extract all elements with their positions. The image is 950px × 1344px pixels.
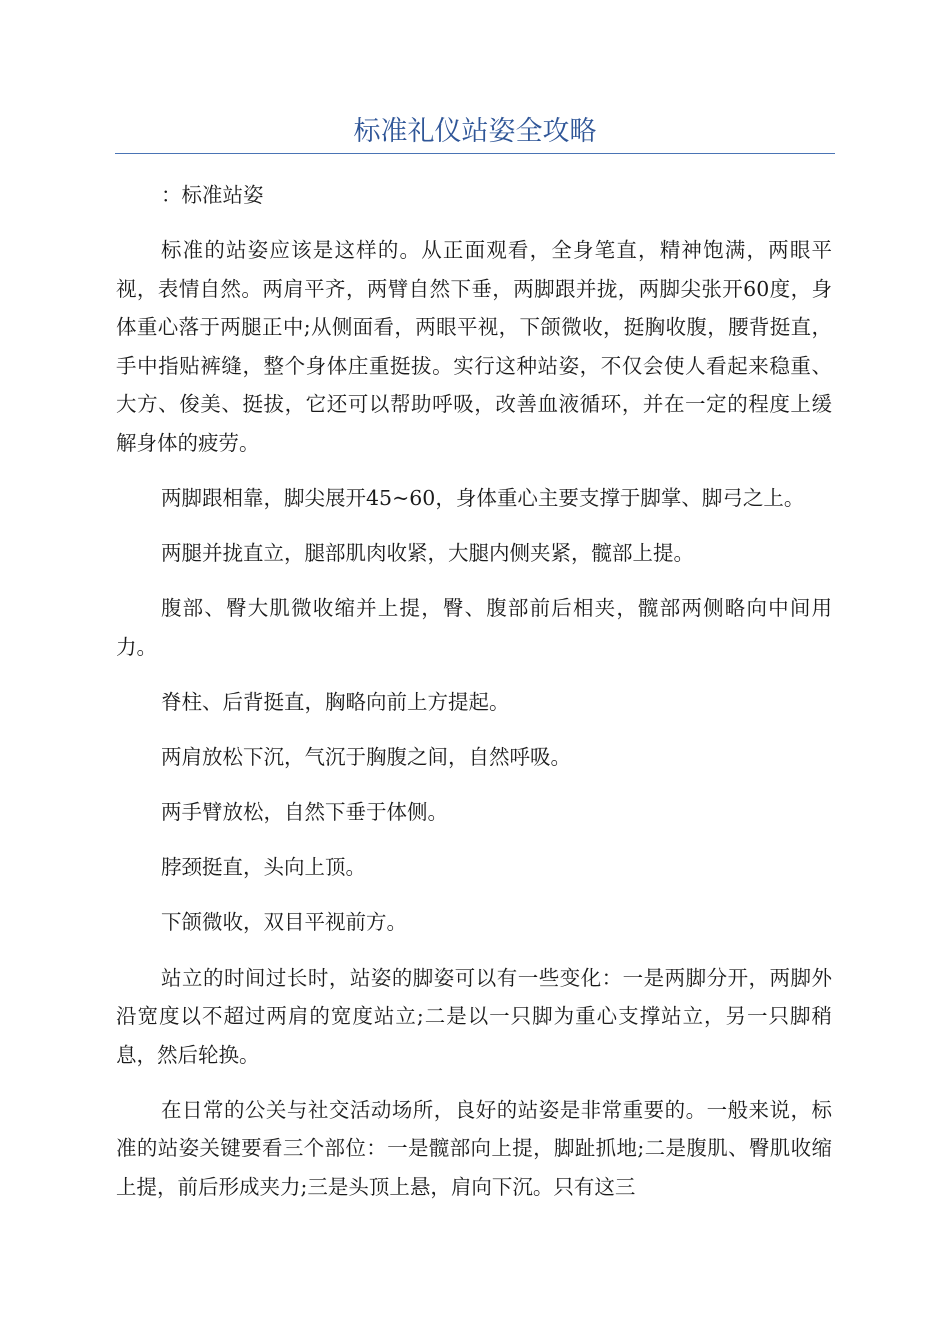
- paragraph: 两脚跟相靠，脚尖展开45~60，身体重心主要支撑于脚掌、脚弓之上。: [161, 486, 805, 511]
- paragraph-heading: ：标准站姿: [161, 183, 264, 207]
- paragraph: 两肩放松下沉，气沉于胸腹之间，自然呼吸。: [161, 745, 571, 770]
- paragraph: 标准的站姿应该是这样的。从正面观看，全身笔直，精神饱满，两眼平视，表情自然。两肩平齐，两臂自然下垂，两脚跟并拢，两脚尖张开60度，身体重心落于两腿正中;从侧面看，两眼平视，下颌微收，挺胸收腹，腰背挺直，手中指贴裤缝，整个身体庄重挺拔。实行这种站姿，不仅会使人看起来稳重、大方、俊美、挺拔，它还可以帮助呼吸，改善血液循环，并在一定的程度上缓解身体的疲劳。: [116, 238, 832, 456]
- paragraph: 脖颈挺直，头向上顶。: [161, 855, 366, 880]
- title-underline: [115, 153, 835, 154]
- document-title: 标准礼仪站姿全攻略: [353, 116, 597, 147]
- paragraph: 两腿并拢直立，腿部肌肉收紧，大腿内侧夹紧，髋部上提。: [161, 541, 694, 566]
- paragraph: 下颌微收，双目平视前方。: [161, 910, 407, 935]
- paragraph: 两手臂放松，自然下垂于体侧。: [161, 800, 448, 825]
- document-body: [116, 176, 832, 1223]
- paragraph: 在日常的公关与社交活动场所，良好的站姿是非常重要的。一般来说，标准的站姿关键要看三个部位：一是髋部向上提，脚趾抓地;二是腹肌、臀肌收缩上提，前后形成夹力;三是头顶上悬，肩向下沉。只有这三: [116, 1097, 832, 1199]
- paragraph: 站立的时间过长时，站姿的脚姿可以有一些变化：一是两脚分开，两脚外沿宽度以不超过两肩的宽度站立;二是以一只脚为重心支撑站立，另一只脚稍息，然后轮换。: [116, 965, 832, 1067]
- paragraph: 脊柱、后背挺直，胸略向前上方提起。: [161, 690, 510, 715]
- paragraph: 腹部、臀大肌微收缩并上提，臀、腹部前后相夹，髋部两侧略向中间用力。: [116, 596, 832, 659]
